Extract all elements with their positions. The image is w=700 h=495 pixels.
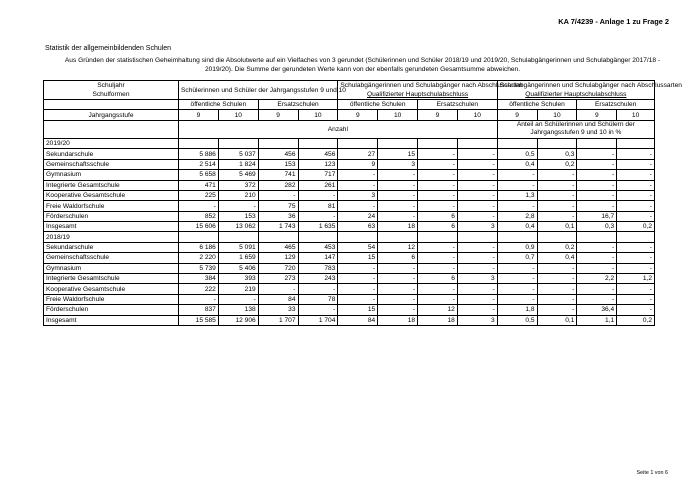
grade-number: 9 <box>418 110 458 120</box>
value-cell: 0,9 <box>497 242 537 252</box>
school-type-label: Insgesamt <box>44 315 179 325</box>
value-cell: 153 <box>258 159 298 169</box>
value-cell: - <box>577 159 617 169</box>
value-cell: - <box>497 201 537 211</box>
value-cell: 3 <box>378 159 418 169</box>
value-cell: - <box>457 180 497 190</box>
section-blank-cell <box>258 232 298 242</box>
value-cell: - <box>418 253 458 263</box>
school-type-label: Kooperative Gesamtschule <box>44 284 179 294</box>
value-cell: 1 824 <box>218 159 258 169</box>
value-cell: 84 <box>258 294 298 304</box>
value-cell: - <box>617 263 655 273</box>
value-cell: - <box>418 149 458 159</box>
value-cell: 456 <box>298 149 338 159</box>
value-cell: 1,8 <box>497 305 537 315</box>
section-blank-cell <box>298 232 338 242</box>
table-row <box>44 190 655 200</box>
page-number: Seite 1 von 6 <box>636 470 668 476</box>
value-cell: 0,4 <box>497 222 537 232</box>
value-cell: 210 <box>218 190 258 200</box>
grade-number: 10 <box>218 110 258 120</box>
section-year: 2018/19 <box>44 232 179 242</box>
value-cell: 0,7 <box>497 253 537 263</box>
section-blank-cell <box>218 232 258 242</box>
value-cell: 0,2 <box>617 315 655 325</box>
group-header-students: Schülerinnen und Schüler der Jahrgangsstufen 9 und 10 <box>179 81 338 100</box>
grade-number: 10 <box>537 110 577 120</box>
value-cell: 16,7 <box>577 211 617 221</box>
value-cell: - <box>378 170 418 180</box>
school-type-label: Gemeinschaftsschule <box>44 159 179 169</box>
value-cell: - <box>418 190 458 200</box>
section-blank-cell <box>338 232 378 242</box>
value-cell: 1,2 <box>617 274 655 284</box>
school-type-label: Integrierte Gesamtschule <box>44 180 179 190</box>
blank-header-cell <box>44 120 179 138</box>
value-cell: - <box>418 159 458 169</box>
value-cell: 243 <box>298 274 338 284</box>
value-cell: 0,1 <box>537 315 577 325</box>
value-cell: 6 <box>418 274 458 284</box>
value-cell: - <box>577 253 617 263</box>
section-blank-cell <box>418 232 458 242</box>
value-cell: - <box>617 190 655 200</box>
value-cell: - <box>537 180 577 190</box>
value-cell: - <box>537 284 577 294</box>
value-cell: 27 <box>338 149 378 159</box>
value-cell: - <box>338 263 378 273</box>
value-cell: - <box>457 149 497 159</box>
value-cell: 0,2 <box>537 159 577 169</box>
value-cell: 75 <box>258 201 298 211</box>
table-row <box>44 263 655 273</box>
school-type-label: Integrierte Gesamtschule <box>44 274 179 284</box>
value-cell: 1,1 <box>577 315 617 325</box>
value-cell: 222 <box>179 284 219 294</box>
sub-header-public: öffentliche Schulen <box>179 100 259 110</box>
value-cell: - <box>497 263 537 273</box>
group-header-share-line2: Qualifizierter Hauptschulabschluss <box>525 91 627 98</box>
value-cell: 12 <box>378 242 418 252</box>
value-cell: 5 739 <box>179 263 219 273</box>
value-cell: 1 707 <box>258 315 298 325</box>
value-cell: 372 <box>218 180 258 190</box>
value-cell: - <box>338 294 378 304</box>
value-cell: - <box>378 274 418 284</box>
grade-number: 9 <box>497 110 537 120</box>
value-cell: - <box>457 159 497 169</box>
value-cell: 741 <box>258 170 298 180</box>
corner-line2: Schulformen <box>92 91 130 98</box>
section-blank-cell <box>218 138 258 148</box>
value-cell: - <box>338 284 378 294</box>
section-blank-cell <box>378 232 418 242</box>
value-cell: 852 <box>179 211 219 221</box>
value-cell: - <box>497 284 537 294</box>
value-cell: 393 <box>218 274 258 284</box>
value-cell: 0,4 <box>497 159 537 169</box>
value-cell: - <box>378 284 418 294</box>
section-year: 2019/20 <box>44 138 179 148</box>
school-type-label: Sekundarschule <box>44 242 179 252</box>
value-cell: 456 <box>258 149 298 159</box>
value-cell: - <box>617 170 655 180</box>
value-cell: 465 <box>258 242 298 252</box>
section-blank-cell <box>179 232 219 242</box>
value-cell: 84 <box>338 315 378 325</box>
value-cell: 15 606 <box>179 222 219 232</box>
value-cell: 147 <box>298 253 338 263</box>
value-cell: 720 <box>258 263 298 273</box>
value-cell: - <box>378 211 418 221</box>
value-cell: - <box>457 253 497 263</box>
value-cell: - <box>577 294 617 304</box>
value-cell: - <box>457 190 497 200</box>
value-cell: 15 <box>338 305 378 315</box>
section-blank-cell <box>617 232 655 242</box>
sub-header-public: öffentliche Schulen <box>497 100 577 110</box>
school-type-label: Gemeinschaftsschule <box>44 253 179 263</box>
value-cell: - <box>298 211 338 221</box>
statistics-table <box>43 80 682 326</box>
value-cell: - <box>497 170 537 180</box>
value-cell: - <box>457 294 497 304</box>
value-cell: - <box>378 201 418 211</box>
section-blank-cell <box>617 138 655 148</box>
section-blank-cell <box>577 232 617 242</box>
value-cell: 2 220 <box>179 253 219 263</box>
value-cell: 0,2 <box>537 242 577 252</box>
blank-header-cell <box>44 100 179 110</box>
value-cell: - <box>617 149 655 159</box>
value-cell: - <box>577 284 617 294</box>
value-cell: - <box>617 253 655 263</box>
value-cell: - <box>298 305 338 315</box>
value-cell: - <box>617 159 655 169</box>
sub-header-substitute: Ersatzschulen <box>418 100 498 110</box>
section-blank-cell <box>298 138 338 148</box>
value-cell: - <box>537 274 577 284</box>
intro-paragraph: Aus Gründen der statistischen Geheimhaltung sind die Absolutwerte auf ein Vielfaches von 3 gerundet (Schülerinnen und Schüler 2018/19 und 2019/20, Schulabgängerinnen und Schulabgänger 2017/18 - 2019/20). Die Summe der gerundeten Werte kann von der ebenfalls gerundeten Gesamtsumme abweichen. <box>64 57 661 73</box>
value-cell: 18 <box>418 315 458 325</box>
value-cell: 282 <box>258 180 298 190</box>
value-cell: 1,3 <box>497 190 537 200</box>
table-row <box>44 211 655 221</box>
value-cell: - <box>577 242 617 252</box>
value-cell: - <box>218 201 258 211</box>
value-cell: - <box>617 242 655 252</box>
value-cell: 6 <box>418 211 458 221</box>
table-row <box>44 284 655 294</box>
corner-header <box>44 81 179 100</box>
grade-number: 10 <box>617 110 655 120</box>
group-header-graduates-line1: Schulabgängerinnen und Schulabgänger nach Abschlussarten <box>340 82 523 89</box>
value-cell: 54 <box>338 242 378 252</box>
table-row <box>44 242 655 252</box>
value-cell: 33 <box>258 305 298 315</box>
value-cell: 6 <box>378 253 418 263</box>
document-reference: KA 7/4239 - Anlage 1 zu Frage 2 <box>558 17 669 26</box>
group-header-graduates <box>338 81 523 100</box>
value-cell: - <box>338 170 378 180</box>
table-row <box>44 315 655 325</box>
value-cell: 6 <box>418 222 458 232</box>
table-row <box>44 253 655 263</box>
value-cell: 2,2 <box>577 274 617 284</box>
value-cell: 219 <box>218 284 258 294</box>
value-cell: 78 <box>298 294 338 304</box>
sub-header-substitute: Ersatzschulen <box>258 100 338 110</box>
group-header-share-line1: Schulabgängerinnen und Schulabgänger nach Abschlussarten <box>499 82 682 89</box>
table-row <box>44 180 655 190</box>
section-blank-cell <box>537 138 577 148</box>
grade-number: 10 <box>298 110 338 120</box>
value-cell: - <box>457 263 497 273</box>
section-blank-cell <box>457 232 497 242</box>
school-type-label: Förderschulen <box>44 211 179 221</box>
value-cell: 18 <box>378 222 418 232</box>
value-cell: 3 <box>457 274 497 284</box>
section-blank-cell <box>497 232 537 242</box>
value-cell: - <box>457 242 497 252</box>
value-cell: - <box>537 305 577 315</box>
section-blank-cell <box>378 138 418 148</box>
value-cell: - <box>457 170 497 180</box>
sub-header-substitute: Ersatzschulen <box>577 100 655 110</box>
value-cell: 837 <box>179 305 219 315</box>
section-blank-cell <box>179 138 219 148</box>
grade-number: 9 <box>577 110 617 120</box>
group-header-graduates-line2: Qualifizierter Hauptschulabschluss <box>366 91 469 98</box>
value-cell: - <box>497 294 537 304</box>
value-cell: 15 585 <box>179 315 219 325</box>
value-cell: 9 <box>338 159 378 169</box>
value-cell: 63 <box>338 222 378 232</box>
value-cell: 3 <box>457 315 497 325</box>
value-cell: 5 091 <box>218 242 258 252</box>
school-type-label: Förderschulen <box>44 305 179 315</box>
value-cell: 0,5 <box>497 149 537 159</box>
value-cell: - <box>418 170 458 180</box>
value-cell: - <box>577 180 617 190</box>
value-cell: - <box>537 211 577 221</box>
value-cell: 717 <box>298 170 338 180</box>
value-cell: 1 659 <box>218 253 258 263</box>
value-cell: 5 886 <box>179 149 219 159</box>
value-cell: - <box>617 180 655 190</box>
value-cell: - <box>418 180 458 190</box>
value-cell: - <box>537 294 577 304</box>
value-cell: - <box>418 242 458 252</box>
table-row <box>44 170 655 180</box>
value-cell: - <box>537 263 577 273</box>
value-cell: 15 <box>338 253 378 263</box>
value-cell: 1 743 <box>258 222 298 232</box>
value-cell: 453 <box>298 242 338 252</box>
value-cell: - <box>577 263 617 273</box>
value-cell: - <box>418 263 458 273</box>
group-header-share <box>497 81 682 100</box>
value-cell: - <box>457 284 497 294</box>
value-cell: - <box>418 284 458 294</box>
table-row <box>44 149 655 159</box>
school-type-label: Sekundarschule <box>44 149 179 159</box>
value-cell: 2,8 <box>497 211 537 221</box>
value-cell: - <box>497 274 537 284</box>
section-year-row <box>44 232 655 242</box>
value-cell: 0,2 <box>617 222 655 232</box>
value-cell: 138 <box>218 305 258 315</box>
value-cell: - <box>338 274 378 284</box>
value-cell: 0,1 <box>537 222 577 232</box>
table-row <box>44 305 655 315</box>
value-cell: 5 469 <box>218 170 258 180</box>
value-cell: 261 <box>298 180 338 190</box>
value-cell: 5 658 <box>179 170 219 180</box>
value-cell: - <box>378 305 418 315</box>
grade-number: 9 <box>179 110 219 120</box>
value-cell: - <box>418 201 458 211</box>
section-blank-cell <box>457 138 497 148</box>
value-cell: 1 704 <box>298 315 338 325</box>
value-cell: 783 <box>298 263 338 273</box>
section-blank-cell <box>577 138 617 148</box>
value-cell: - <box>179 201 219 211</box>
school-type-label: Insgesamt <box>44 222 179 232</box>
document-title: Statistik der allgemeinbildenden Schulen <box>45 45 172 52</box>
value-cell: 15 <box>378 149 418 159</box>
corner-line1: Schuljahr <box>97 82 125 89</box>
section-blank-cell <box>497 138 537 148</box>
value-cell: - <box>617 294 655 304</box>
value-cell: 129 <box>258 253 298 263</box>
value-cell: 36,4 <box>577 305 617 315</box>
value-cell: - <box>298 284 338 294</box>
value-cell: 6 186 <box>179 242 219 252</box>
grade-label: Jahrgangsstufe <box>44 110 179 120</box>
value-cell: - <box>537 201 577 211</box>
table-row <box>44 201 655 211</box>
grade-number: 9 <box>258 110 298 120</box>
school-type-label: Gymnasium <box>44 170 179 180</box>
section-blank-cell <box>418 138 458 148</box>
value-cell: - <box>378 294 418 304</box>
value-cell: 5 406 <box>218 263 258 273</box>
value-cell: - <box>537 170 577 180</box>
school-type-label: Freie Waldorfschule <box>44 294 179 304</box>
value-cell: - <box>179 294 219 304</box>
table-row <box>44 222 655 232</box>
value-cell: - <box>258 284 298 294</box>
value-cell: - <box>218 294 258 304</box>
value-cell: - <box>418 294 458 304</box>
grade-number: 10 <box>457 110 497 120</box>
grade-number: 10 <box>378 110 418 120</box>
value-cell: 36 <box>258 211 298 221</box>
value-cell: - <box>457 201 497 211</box>
value-cell: - <box>577 190 617 200</box>
section-blank-cell <box>537 232 577 242</box>
value-cell: 1 635 <box>298 222 338 232</box>
value-cell: - <box>378 190 418 200</box>
value-cell: 0,3 <box>577 222 617 232</box>
section-blank-cell <box>338 138 378 148</box>
value-cell: - <box>457 305 497 315</box>
value-cell: 225 <box>179 190 219 200</box>
value-cell: - <box>577 149 617 159</box>
share-unit-label: Anteil an Schülerinnen und Schülern der Jahrgangsstufen 9 und 10 in % <box>497 120 654 138</box>
value-cell: - <box>457 211 497 221</box>
value-cell: 3 <box>338 190 378 200</box>
school-type-label: Kooperative Gesamtschule <box>44 190 179 200</box>
table-row <box>44 274 655 284</box>
table-row <box>44 294 655 304</box>
value-cell: 0,4 <box>537 253 577 263</box>
value-cell: - <box>537 190 577 200</box>
value-cell: 24 <box>338 211 378 221</box>
value-cell: 153 <box>218 211 258 221</box>
value-cell: - <box>258 190 298 200</box>
table-row <box>44 159 655 169</box>
value-cell: 123 <box>298 159 338 169</box>
value-cell: - <box>497 180 537 190</box>
value-cell: - <box>617 305 655 315</box>
value-cell: 384 <box>179 274 219 284</box>
grade-number: 9 <box>338 110 378 120</box>
school-type-label: Gymnasium <box>44 263 179 273</box>
value-cell: - <box>338 201 378 211</box>
count-unit-label: Anzahl <box>179 120 498 138</box>
value-cell: 12 <box>418 305 458 315</box>
value-cell: - <box>617 284 655 294</box>
value-cell: - <box>577 170 617 180</box>
value-cell: 471 <box>179 180 219 190</box>
value-cell: - <box>617 211 655 221</box>
value-cell: 18 <box>378 315 418 325</box>
sub-header-public: öffentliche Schulen <box>338 100 418 110</box>
value-cell: 3 <box>457 222 497 232</box>
value-cell: 5 037 <box>218 149 258 159</box>
school-type-label: Freie Waldorfschule <box>44 201 179 211</box>
value-cell: - <box>338 180 378 190</box>
section-blank-cell <box>258 138 298 148</box>
value-cell: - <box>378 263 418 273</box>
value-cell: 2 514 <box>179 159 219 169</box>
value-cell: 13 062 <box>218 222 258 232</box>
value-cell: 12 906 <box>218 315 258 325</box>
value-cell: 0,5 <box>497 315 537 325</box>
value-cell: 0,3 <box>537 149 577 159</box>
value-cell: 273 <box>258 274 298 284</box>
value-cell: 81 <box>298 201 338 211</box>
section-year-row <box>44 138 655 148</box>
value-cell: - <box>298 190 338 200</box>
value-cell: - <box>378 180 418 190</box>
value-cell: - <box>577 201 617 211</box>
value-cell: - <box>617 201 655 211</box>
